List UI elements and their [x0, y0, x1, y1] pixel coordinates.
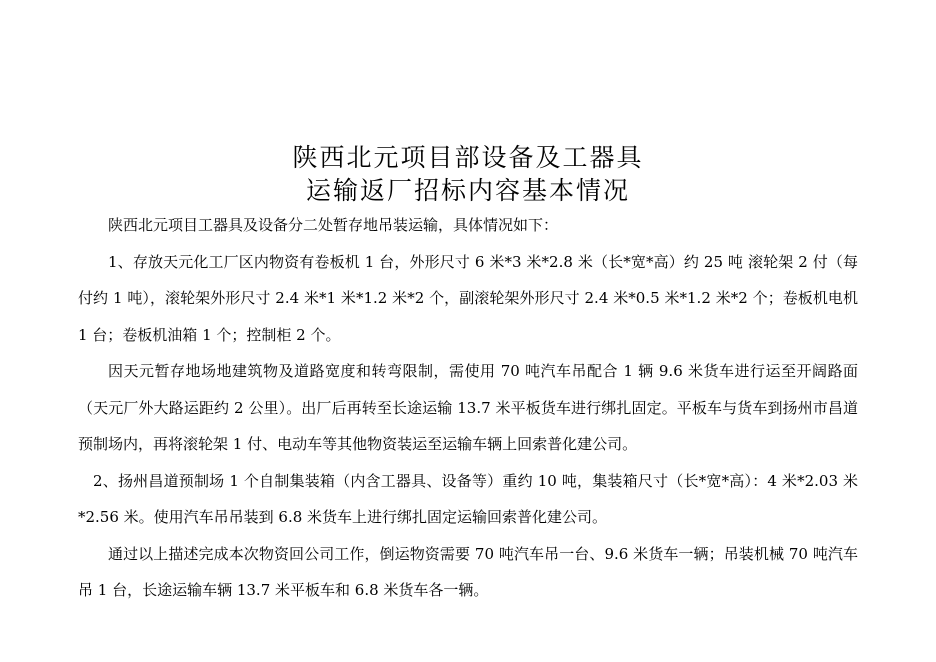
document-body	[78, 207, 858, 609]
summary-paragraph: 通过以上描述完成本次物资回公司工作，倒运物资需要 70 吨汽车吊一台、9.6 米货车一辆；吊装机械 70 吨汽车吊 1 台，长途运输车辆 13.7 米平板车和 6.8 米货车各一辆。	[78, 544, 858, 599]
intro-paragraph: 陕西北元项目工器具及设备分二处暂存地吊装运输，具体情况如下：	[108, 216, 559, 234]
document-title-line-1: 陕西北元项目部设备及工器具	[292, 143, 644, 172]
constraint-paragraph: 因天元暂存地场地建筑物及道路宽度和转弯限制，需使用 70 吨汽车吊配合 1 辆 9.6 米货车进行运至开阔路面（天元厂外大路运距约 2 公里）。出厂后再转至长途运输 13.7 米平板货车进行绑扎固定。平板车与货车到扬州市昌道预制场内，再将滚轮架 1 付、电动车等其他物资装运至运输车辆上回索普化建公司。	[78, 362, 858, 453]
item-2-paragraph: 2、扬州昌道预制场 1 个自制集装箱（内含工器具、设备等）重约 10 吨，集装箱尺寸（长*宽*高）：4 米*2.03 米*2.56 米。使用汽车吊吊装到 6.8 米货车上进行绑扎固定运输回索普化建公司。	[78, 471, 858, 526]
item-1-paragraph: 1、存放天元化工厂区内物资有卷板机 1 台，外形尺寸 6 米*3 米*2.8 米（长*宽*高）约 25 吨 滚轮架 2 付（每付约 1 吨），滚轮架外形尺寸 2.4 米*1 米*1.2 米*2 个，副滚轮架外形尺寸 2.4 米*0.5 米*1.2 米*2 个；卷板机电机 1 台；卷板机油箱 1 个；控制柜 2 个。	[78, 252, 858, 344]
document-title-line-2: 运输返厂招标内容基本情况	[305, 176, 630, 205]
